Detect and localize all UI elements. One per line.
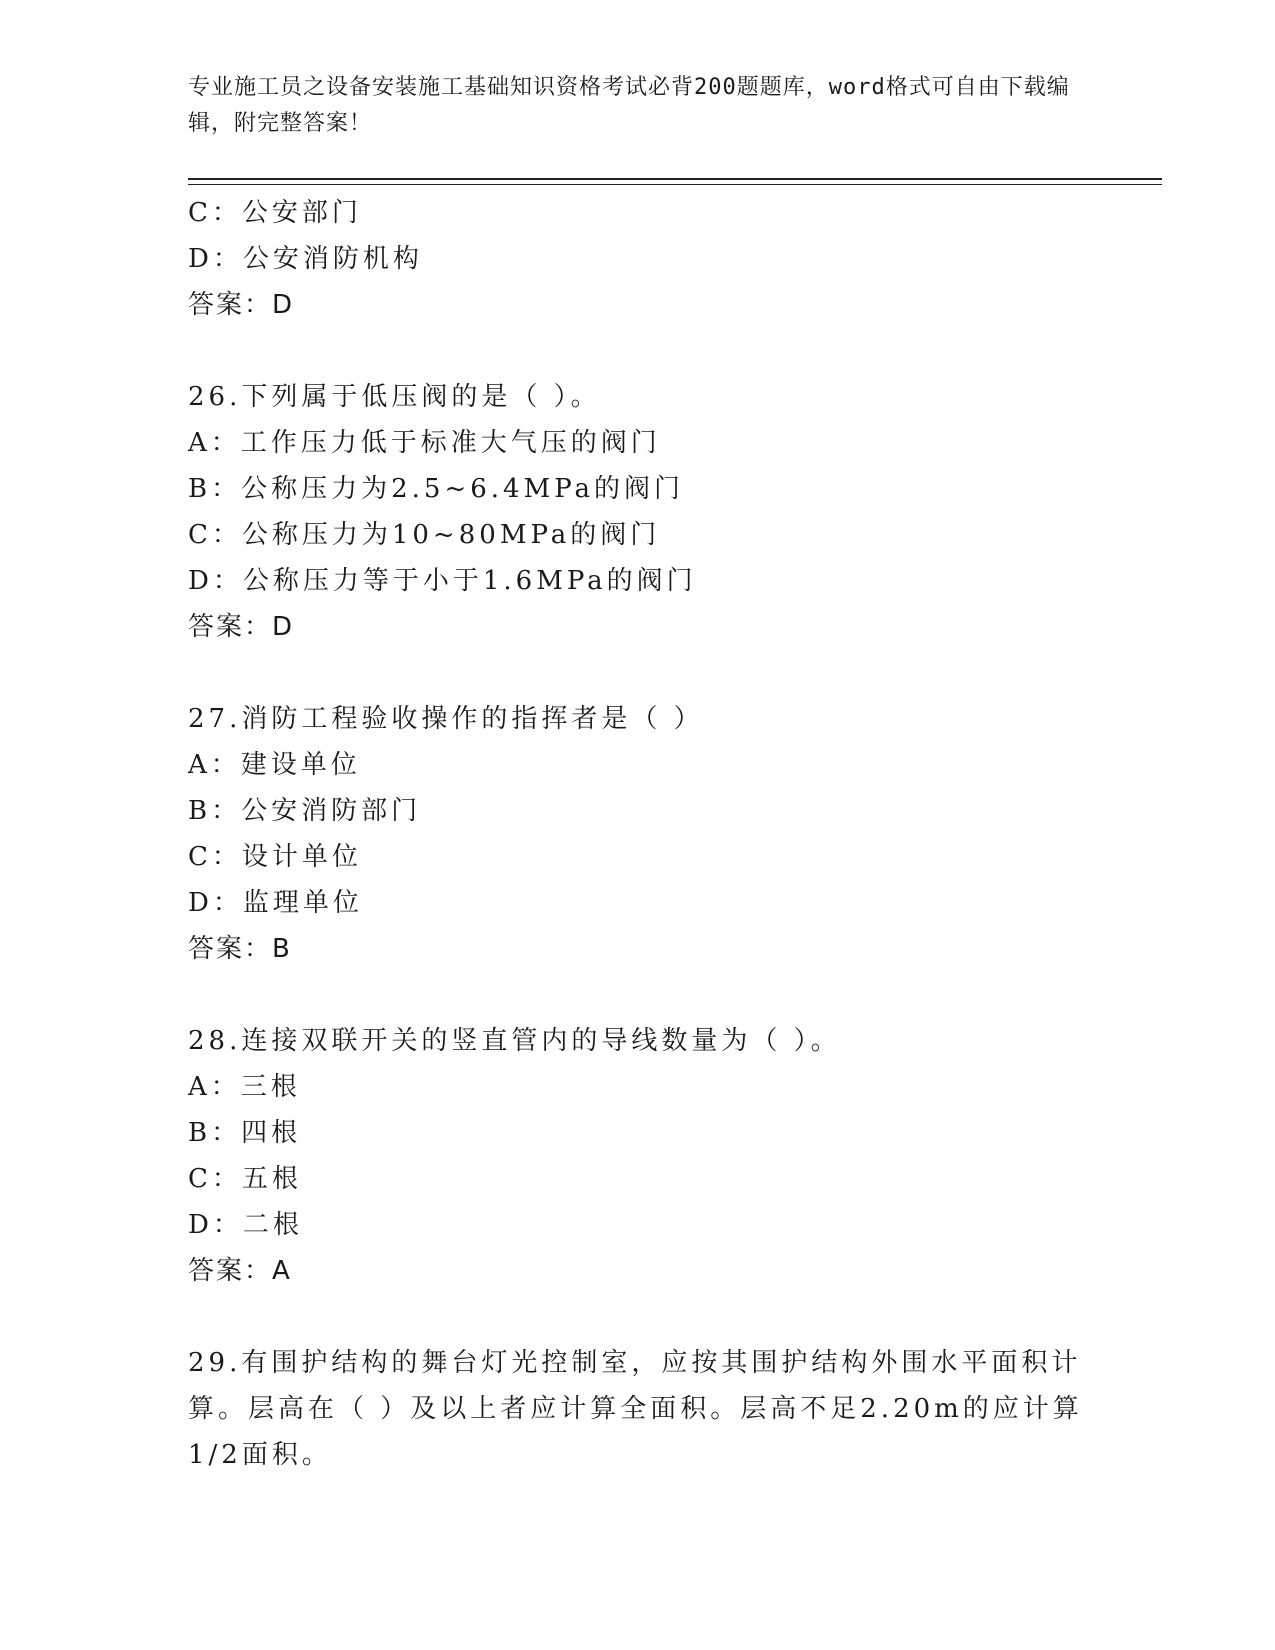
page-header: 专业施工员之设备安装施工基础知识资格考试必背200题题库，word格式可自由下载编辑，附完整答案！ (188, 75, 1070, 136)
option-c: C：公安部门 (188, 198, 362, 228)
option-d: D：二根 (188, 1210, 303, 1240)
option-d: D：公安消防机构 (188, 244, 423, 274)
question-stem: 26.下列属于低压阀的是（ ）。 (188, 382, 601, 412)
header-divider-thin (188, 184, 1162, 185)
answer-line: 答案：A (188, 1256, 292, 1286)
answer-line: 答案：B (188, 934, 292, 964)
option-a: A：三根 (188, 1072, 301, 1102)
option-c: C：公称压力为10~80MPa的阀门 (188, 520, 661, 550)
option-d: D：监理单位 (188, 888, 363, 918)
option-c: C：五根 (188, 1164, 302, 1194)
question-stem: 27.消防工程验收操作的指挥者是（ ） (188, 704, 704, 734)
option-b: B：公安消防部门 (188, 796, 422, 826)
question-stem: 28.连接双联开关的竖直管内的导线数量为（ ）。 (188, 1026, 841, 1056)
header-divider (188, 178, 1162, 180)
option-d: D：公称压力等于小于1.6MPa的阀门 (188, 566, 697, 596)
answer-line: 答案：D (188, 612, 295, 642)
question-list (188, 190, 1088, 1478)
option-a: A：建设单位 (188, 750, 361, 780)
question-stem: 29.有围护结构的舞台灯光控制室，应按其围护结构外围水平面积计算。层高在（ ）及以上者应计算全面积。层高不足2.20m的应计算1/2面积。 (188, 1348, 1083, 1470)
answer-line: 答案：D (188, 290, 295, 320)
option-a: A：工作压力低于标准大气压的阀门 (188, 428, 661, 458)
option-b: B：四根 (188, 1118, 302, 1148)
option-c: C：设计单位 (188, 842, 362, 872)
option-b: B：公称压力为2.5~6.4MPa的阀门 (188, 474, 685, 504)
